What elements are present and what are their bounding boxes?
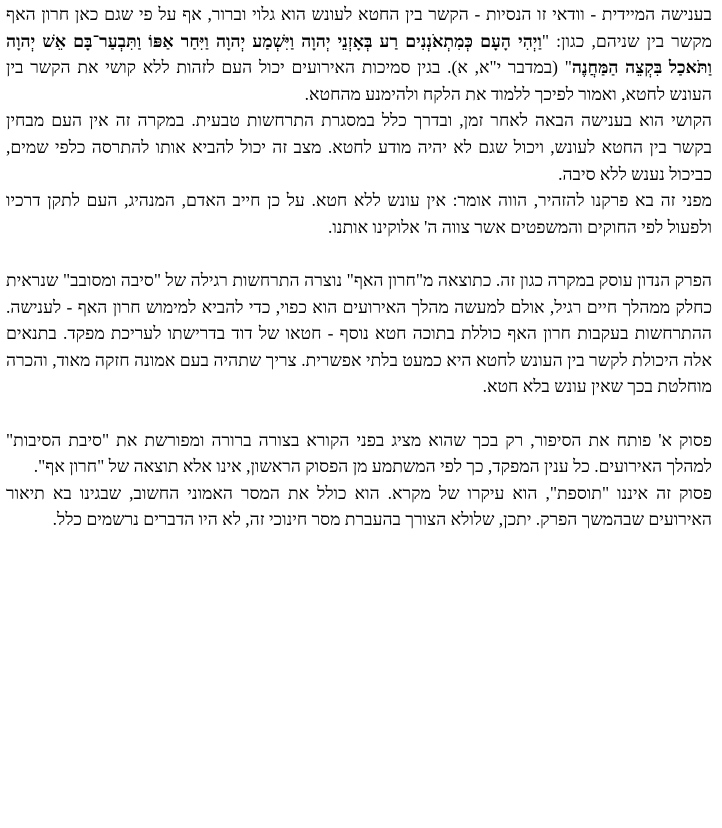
paragraph-immediate-punishment xyxy=(6,1,712,107)
paragraph-verse-essence: פסוק זה איננו "תוספת", הוא עיקרו של מקרא. הוא כולל את המסר האמוני החשוב, שבגינו בא תיאור האירועים שבהמשך הפרק. יתכן, שלולא הצורך בהעברת מסר חינוכי זה, לא היו הדברים נרשמים כלל. xyxy=(6,482,712,530)
paragraph-chapter-case: הפרק הנדון עוסק במקרה כגון זה. כתוצאה מ"חרון האף" נוצרה התרחשות רגילה של "סיבה ומסובב" שנראית כחלק ממהלך חיים רגיל, אולם למעשה מהלך האירועים הוא כפוי, כדי להביא למימוש חרון האף - לענישה. ההתרחשות בעקבות חרון האף כוללת בתוכה חטא נוסף - חטאו של דוד בדרישתו לעריכת מפקד. בתנאים אלה היכולת לקשר בין העונש לחטא היא כמעט בלתי אפשרית. צריך שתהיה בעם אמונה חזקה מאוד, והכרה מוחלטת בכך שאין עונש בלא חטא. xyxy=(6,269,712,397)
paragraph-verse-one: פסוק א' פותח את הסיפור, רק בכך שהוא מציג בפני הקורא בצורה ברורה ומפורשת את "סיבת הסיבות" למהלך האירועים. כל ענין המפקד, כך לפי המשתמע מן הפסוק הראשון, אינו אלא תוצאה של "חרון אף". xyxy=(6,429,712,477)
bible-verse-quote: וַיְהִי הָעָם כְּמִתְאֹנְנִים רַע בְּאָזְנֵי יְהוָה וַיִּשְׁמַע יְהוָה וַיִּחַר אַפּוֹ וַתִּבְעַר־בָּם אֵשׁ יְהוָה וַתֹּאכַל בִּקְצֵה הַמַּחֲנֶה xyxy=(6,30,712,78)
paragraph-text: " (במדבר י"א, א). בגין סמיכות האירועים יכול העם לזהות ללא קושי את הקשר בין העונש לחטא, ואמור לפיכך ללמוד את הלקח ולהימנע מהחטא. xyxy=(6,57,712,104)
paragraph-text: בענישה המיידית - וודאי זו הנסיות - הקשר בין החטא לעונש הוא גלוי וברור, אף על פי שגם כאן חרון האף מקשר בין שניהם, כגון: " xyxy=(6,4,713,51)
paragraph-gap xyxy=(6,400,712,427)
paragraph-chapter-warning: מפני זה בא פרקנו להזהיר, הווה אומר: אין עונש ללא חטא. על כן חייב האדם, המנהיג, העם לתקן דרכיו ולפעול לפי החוקים והמשפטים אשר צווה ה' אלוקינו אותנו. xyxy=(6,190,712,237)
paragraph-gap xyxy=(6,240,712,267)
paragraph-delayed-punishment: הקושי הוא בענישה הבאה לאחר זמן, ובדרך כלל במסגרת התרחשות טבעית. במקרה זה אין העם מבחין בקשר בין החטא לעונש, ויכול שגם לא יהיה מודע לחטא. מצב זה יכול להביא אותו להתרסה כלפי שמים, כביכול נענש ללא סיבה. xyxy=(6,110,712,184)
